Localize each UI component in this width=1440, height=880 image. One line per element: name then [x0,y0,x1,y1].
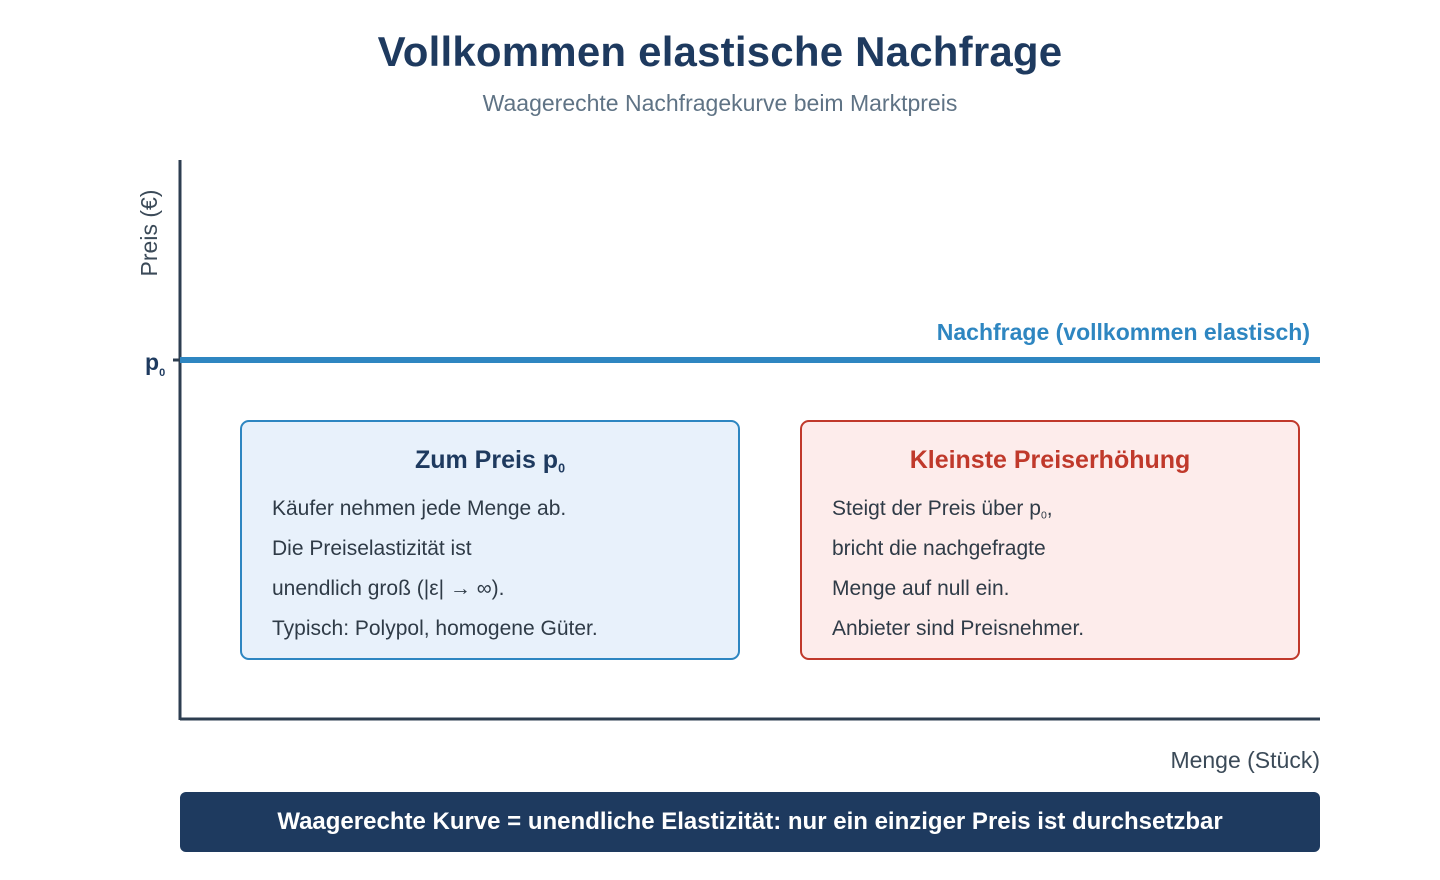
y-tick-base: p [145,349,160,375]
info-line: unendlich groß (|ε| → ∞). [272,577,505,600]
line-subscript: 0 [1040,509,1047,522]
info-line: Menge auf null ein. [832,577,1010,600]
y-tick-label-p0 [145,349,165,379]
line-suffix: , [1046,497,1053,520]
info-line [832,494,1272,534]
info-box-at-price [240,420,740,660]
info-line: bricht die nachgefragte [832,537,1046,560]
y-tick-sub: 0 [159,367,166,379]
info-box-price-increase [800,420,1300,660]
info-box-at-price-lines [272,494,712,654]
summary-banner: Waagerechte Kurve = unendliche Elastizität: nur ein einziger Preis ist durchsetzbar [180,792,1320,852]
chart-title: Vollkommen elastische Nachfrage [377,28,1063,75]
heading-subscript: 0 [558,461,566,476]
info-line: Anbieter sind Preisnehmer. [832,617,1085,640]
info-line: Käufer nehmen jede Menge ab. [272,497,567,520]
series-label-demand: Nachfrage (vollkommen elastisch) [936,319,1310,345]
heading-text: Zum Preis p [414,446,559,474]
y-axis-label: Preis (€) [136,189,162,277]
info-line: Typisch: Polypol, homogene Güter. [272,617,598,640]
chart-subtitle: Waagerechte Nachfragekurve beim Marktpreis [482,90,958,116]
info-box-price-increase-heading: Kleinste Preiserhöhung [909,446,1191,474]
info-box-price-increase-lines [832,494,1272,654]
line-text: Steigt der Preis über p [832,497,1041,520]
info-line: Die Preiselastizität ist [272,537,472,560]
info-box-at-price-heading [242,446,738,475]
x-axis-label: Menge (Stück) [1170,747,1320,773]
